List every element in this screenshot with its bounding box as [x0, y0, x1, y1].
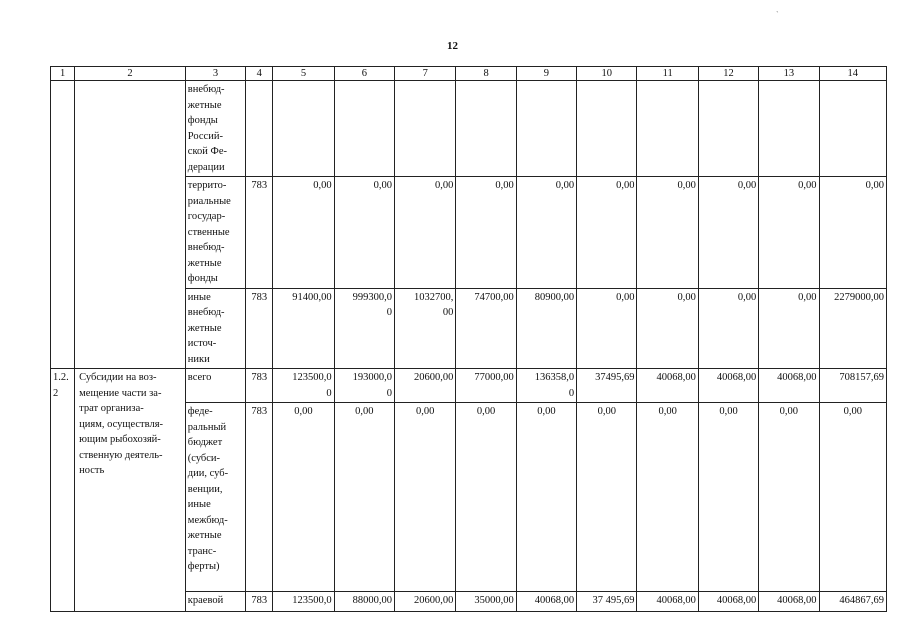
code-cell: 783	[246, 403, 273, 592]
value-cell: 0,00	[456, 177, 516, 289]
value-cell: 123500,0	[273, 592, 334, 612]
value-cell: 0,00	[395, 177, 456, 289]
column-header: 4	[246, 67, 273, 81]
value-cell	[577, 81, 637, 177]
column-header: 12	[698, 67, 758, 81]
value-cell: 0,00	[819, 177, 886, 289]
source-cell: феде- ральный бюджет (субси- дии, суб- венции, иные межбюд- жетные транс- ферты)	[185, 403, 245, 592]
value-cell: 123500,0 0	[273, 369, 334, 403]
table-row	[51, 369, 887, 403]
value-cell: 2279000,00	[819, 288, 886, 369]
value-cell	[273, 81, 334, 177]
value-cell: 0,00	[759, 288, 819, 369]
value-cell: 464867,69	[819, 592, 886, 612]
value-cell: 40068,00	[637, 592, 698, 612]
column-header: 2	[75, 67, 186, 81]
value-cell: 708157,69	[819, 369, 886, 403]
value-cell: 0,00	[273, 177, 334, 289]
value-cell: 0,00	[698, 177, 758, 289]
value-cell	[395, 81, 456, 177]
column-header: 1	[51, 67, 75, 81]
value-cell	[334, 81, 394, 177]
header-row	[51, 67, 887, 81]
value-cell: 0,00	[516, 177, 576, 289]
value-cell: 91400,00	[273, 288, 334, 369]
source-cell: иные внебюд- жетные источ- ники	[185, 288, 245, 369]
value-cell: 0,00	[577, 177, 637, 289]
item-number: 1.2. 2	[51, 369, 75, 612]
value-cell: 74700,00	[456, 288, 516, 369]
value-cell	[819, 81, 886, 177]
column-header: 14	[819, 67, 886, 81]
value-cell: 0,00	[577, 403, 637, 592]
item-name: Субсидии на воз- мещение части за- трат организа- циям, осуществля- ющим рыбохозяй- ственную деятель- ность	[75, 369, 186, 612]
value-cell: 0,00	[273, 403, 334, 592]
value-cell: 0,00	[395, 403, 456, 592]
value-cell: 40068,00	[698, 369, 758, 403]
value-cell: 35000,00	[456, 592, 516, 612]
code-cell	[246, 81, 273, 177]
item-number-cell	[51, 81, 75, 369]
budget-table	[50, 66, 887, 612]
code-cell: 783	[246, 288, 273, 369]
column-header: 8	[456, 67, 516, 81]
value-cell: 0,00	[334, 177, 394, 289]
value-cell	[698, 81, 758, 177]
column-header: 11	[637, 67, 698, 81]
value-cell: 0,00	[759, 403, 819, 592]
value-cell: 136358,0 0	[516, 369, 576, 403]
source-cell: краевой	[185, 592, 245, 612]
value-cell: 193000,0 0	[334, 369, 394, 403]
source-cell: террито- риальные государ- ственные внебюд- жетные фонды	[185, 177, 245, 289]
value-cell: 37495,69	[577, 369, 637, 403]
value-cell: 0,00	[637, 403, 698, 592]
value-cell: 20600,00	[395, 592, 456, 612]
value-cell: 40068,00	[698, 592, 758, 612]
column-header: 6	[334, 67, 394, 81]
page-number: 12	[447, 40, 458, 52]
value-cell: 20600,00	[395, 369, 456, 403]
code-cell: 783	[246, 177, 273, 289]
value-cell	[456, 81, 516, 177]
value-cell: 0,00	[759, 177, 819, 289]
value-cell: 77000,00	[456, 369, 516, 403]
value-cell: 0,00	[698, 403, 758, 592]
source-cell: внебюд- жетные фонды Россий- ской Фе- дерации	[185, 81, 245, 177]
value-cell: 88000,00	[334, 592, 394, 612]
code-cell: 783	[246, 369, 273, 403]
value-cell: 0,00	[516, 403, 576, 592]
value-cell: 999300,0 0	[334, 288, 394, 369]
value-cell	[759, 81, 819, 177]
value-cell	[637, 81, 698, 177]
column-header: 9	[516, 67, 576, 81]
value-cell: 40068,00	[637, 369, 698, 403]
item-name-cell	[75, 81, 186, 369]
code-cell: 783	[246, 592, 273, 612]
value-cell: 40068,00	[516, 592, 576, 612]
value-cell: 80900,00	[516, 288, 576, 369]
stray-mark: `	[776, 10, 779, 19]
column-header: 7	[395, 67, 456, 81]
value-cell: 0,00	[334, 403, 394, 592]
column-header: 5	[273, 67, 334, 81]
value-cell: 0,00	[456, 403, 516, 592]
column-header: 10	[577, 67, 637, 81]
value-cell: 1032700, 00	[395, 288, 456, 369]
value-cell: 0,00	[577, 288, 637, 369]
value-cell: 40068,00	[759, 369, 819, 403]
value-cell: 0,00	[819, 403, 886, 592]
column-header: 3	[185, 67, 245, 81]
table-row	[51, 81, 887, 177]
value-cell	[516, 81, 576, 177]
value-cell: 37 495,69	[577, 592, 637, 612]
column-header: 13	[759, 67, 819, 81]
source-cell: всего	[185, 369, 245, 403]
value-cell: 0,00	[637, 288, 698, 369]
value-cell: 0,00	[637, 177, 698, 289]
value-cell: 40068,00	[759, 592, 819, 612]
value-cell: 0,00	[698, 288, 758, 369]
